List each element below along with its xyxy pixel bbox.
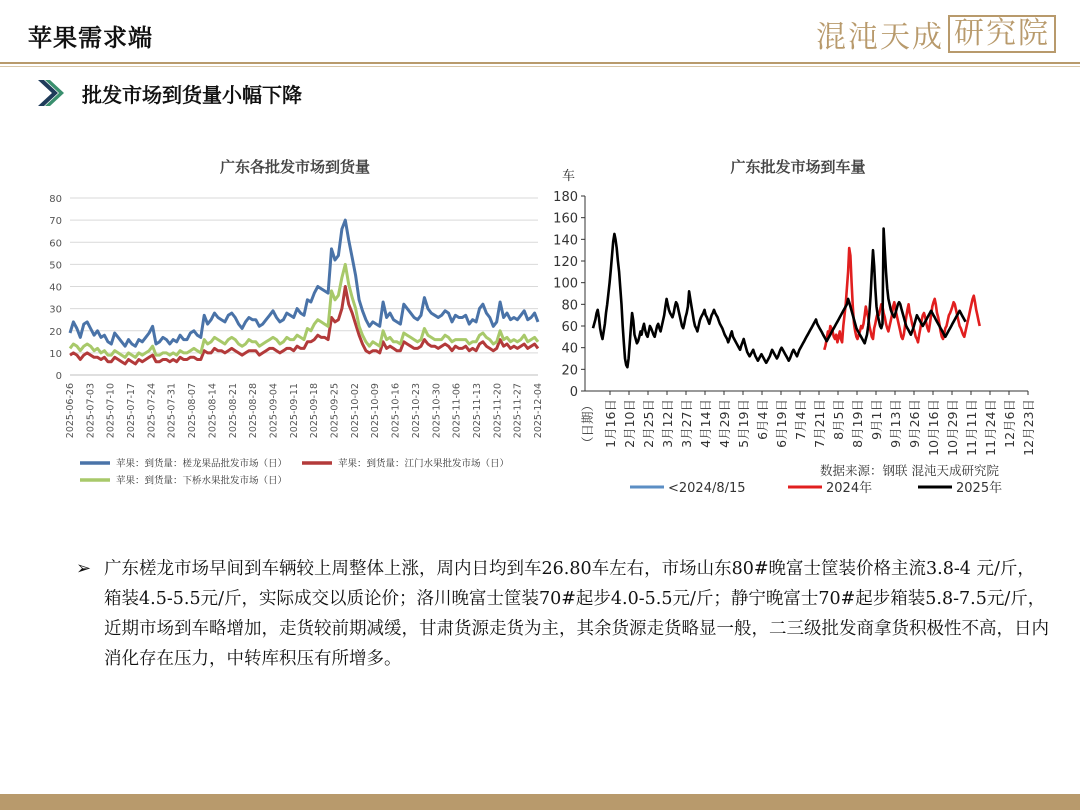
double-chevron-icon [36,78,66,108]
chart1-x-tick-label: 2025-07-24 [146,383,158,439]
chart2-x-tick-label: 7月4日 [793,399,808,440]
chart2-legend-label: <2024/8/15 [668,481,746,495]
chart1-y-tick-label: 20 [49,326,62,338]
chart2-y-tick-label: 60 [561,320,578,335]
bullet-paragraph [76,554,1051,674]
chart2-x-tick-label: 3月27日 [679,399,694,448]
chart2-y-tick-label: 100 [553,276,578,292]
logo-boxed-text: 研究院 [948,15,1056,53]
chart2-x-tick-label: 2月10日 [622,399,637,448]
chart2-x-tick-label: 3月12日 [660,399,675,448]
chart2-x-tick-label: 6月19日 [774,399,789,448]
chart1-y-tick-label: 80 [49,194,62,205]
chart1-y-tick-label: 10 [49,348,62,360]
footer-bar [0,794,1080,810]
chart1-y-tick-label: 0 [55,371,62,382]
chart2-y-tick-label: 0 [569,385,578,400]
chart2-x-tick-label: 6月4日 [755,399,770,440]
chart2-legend-label: 2024年 [826,481,873,495]
chart1-y-tick-label: 50 [49,260,62,272]
chart2-y-tick-label: 20 [561,363,578,379]
page-title: 苹果需求端 [28,23,153,52]
header-divider [0,62,1080,64]
market-commentary: 广东槎龙市场早间到车辆较上周整体上涨，周内日均到车26.80车左右，市场山东80#晚富士筐装价格主流3.8-4 元/斤，箱装4.5-5.5元/斤，实际成交以质论价；洛川晚富士筐装70#起步4.0-5.5元/斤；静宁晚富士70#起步箱装5.8-7.5元/斤，近期市场到车略增加，走货较前期减缓，甘肃货源走货为主，其余货源走货略显一般，二三级批发商拿货积极性不高，日内消化存在压力，中转库积压有所增多。 [104,559,1049,669]
logo-main-text: 混沌天成 [816,20,944,55]
bullet-arrow-icon: ➢ [76,558,92,579]
chart2-title: 广东批发市场到车量 [730,158,866,176]
chart2-x-tick-label: 12月6日 [1002,399,1017,448]
chart1-x-tick-label: 2025-09-25 [329,383,341,439]
chart1-x-tick-label: 2025-07-10 [105,383,117,439]
chart1-x-tick-label: 2025-08-21 [227,383,239,439]
chart2-x-tick-label: 4月14日 [698,399,713,448]
chart2-source-note: 数据来源：钢联 混沌天成研究院 [820,463,999,478]
chart1-x-tick-label: 2025-10-02 [349,383,361,439]
chart1-legend-label: 苹果：到货量：槎龙果品批发市场（日） [116,458,288,470]
chart1-x-tick-label: 2025-12-04 [533,383,544,439]
chart1-x-tick-label: 2025-08-28 [248,383,260,439]
chart1-x-tick-label: 2025-07-03 [85,383,97,439]
chart1-y-tick-label: 60 [49,238,62,250]
chart2-x-tick-label: 5月19日 [736,399,751,448]
chart2-x-tick-label: 9月1日 [869,399,884,440]
chart1-x-tick-label: 2025-09-04 [268,383,280,439]
chart2-x-tick-label: 7月21日 [812,399,827,448]
chart-truck-arrivals [550,165,1050,495]
chart-arrival-volume [40,180,550,490]
chart1-x-tick-label: 2025-11-06 [451,383,463,439]
chart2-x-tick-label: 12月23日 [1021,399,1036,456]
chart1-y-tick-label: 70 [49,216,62,228]
chart1-x-tick-label: 2025-07-17 [126,383,138,439]
chart1-x-tick-label: 2025-10-16 [390,383,402,439]
chart2-x-tick-label: 11月24日 [983,399,998,456]
chart1-x-tick-label: 2025-06-26 [65,383,76,439]
chart1-legend-label: 苹果：到货量：江门水果批发市场（日） [338,458,510,470]
chart2-y-tick-label: 140 [553,233,578,249]
chart1-x-tick-label: 2025-11-20 [492,382,504,439]
section-subtitle: 批发市场到货量小幅下降 [82,82,302,107]
chart1-x-tick-label: 2025-11-13 [471,383,483,439]
chart1-x-tick-label: 2025-10-30 [431,383,443,439]
chart1-x-tick-label: 2025-08-07 [187,383,199,439]
chart2-x-tick-label: 10月29日 [945,399,960,456]
chart2-series-line-2 [593,229,966,368]
chart1-x-tick-label: 2025-09-11 [288,383,300,439]
chart2-x-tick-label: 11月11日 [964,399,979,456]
chart1-x-tick-label: 2025-11-27 [512,383,524,439]
chart1-series-line-0 [70,220,538,346]
chart2-y-tick-label: 80 [561,298,578,314]
chart1-legend-label: 苹果：到货量：下桥水果批发市场（日） [116,475,288,487]
chart2-y-tick-label: 180 [553,190,578,205]
header-divider-thin [0,66,1080,67]
chart2-x-tick-label: 4月29日 [717,399,732,448]
chart2-x-tick-label: 10月16日 [926,399,941,456]
chart1-x-tick-label: 2025-08-14 [207,383,219,439]
chart2-x-tick-label: 9月13日 [888,399,903,448]
section-heading [36,78,302,108]
chart1-y-tick-label: 30 [49,304,62,316]
chart1-x-tick-label: 2025-09-18 [309,383,321,439]
chart2-y-tick-label: 40 [561,341,578,357]
chart1-x-tick-label: 2025-10-09 [370,383,382,439]
chart1-x-tick-label: 2025-10-23 [410,383,422,439]
chart2-y-tick-label: 120 [553,255,578,270]
chart2-y-axis-unit: 车 [562,169,576,184]
chart2-x-tick-label: 9月26日 [907,399,922,448]
company-logo [816,12,1056,56]
chart2-x-tick-label: 8月19日 [850,399,865,448]
chart2-x-tick-label: 2月25日 [641,399,656,448]
chart2-x-tick-label: 8月5日 [831,399,846,440]
chart2-y-tick-label: 160 [553,211,578,227]
chart1-y-tick-label: 40 [49,282,62,294]
chart1-title: 广东各批发市场到货量 [219,158,370,176]
chart1-x-tick-label: 2025-07-31 [166,383,178,439]
chart2-x-axis-note: （日期） [580,399,595,450]
chart2-legend-label: 2025年 [956,481,1003,495]
chart2-x-tick-label: 1月16日 [603,399,618,448]
